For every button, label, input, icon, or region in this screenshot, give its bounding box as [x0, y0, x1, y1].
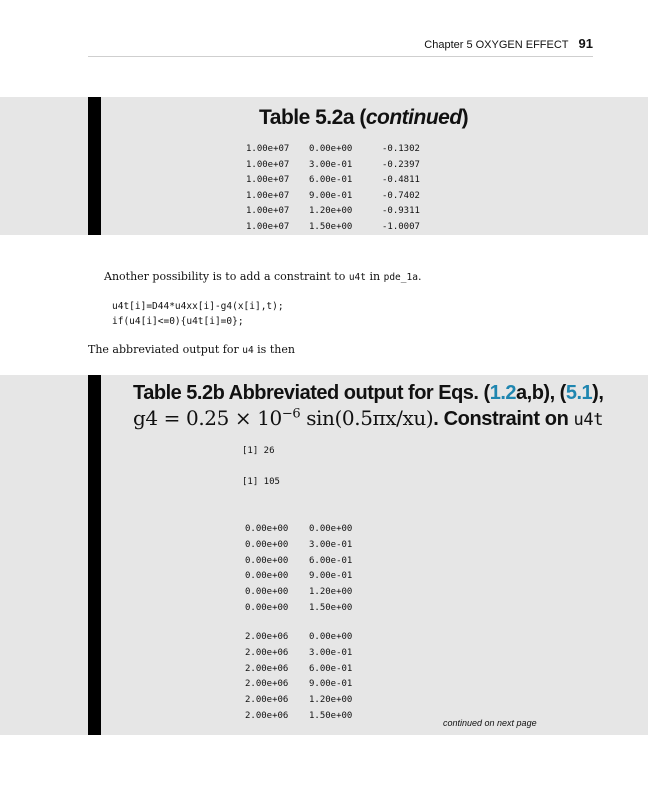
code-line: if(u4[i]<=0){u4t[i]=0};	[112, 316, 244, 327]
table-cell: 1.50e+00	[309, 603, 353, 613]
table-cell: 0.00e+00	[245, 587, 289, 598]
code-line: u4t[i]=D44*u4xx[i]-g4(x[i],t);	[112, 301, 284, 312]
page-number: 91	[578, 36, 593, 51]
table-5-2b-title-line1	[133, 382, 603, 405]
table-cell: 1.50e+00	[309, 711, 353, 721]
table-cell: 6.00e-01	[309, 555, 353, 566]
table-cell: 1.00e+07	[246, 222, 290, 232]
title-text: Table 5.2b Abbreviated output for Eqs. (	[133, 382, 490, 404]
table-cell: 1.00e+07	[246, 175, 290, 186]
table-cell: 1.50e+00	[309, 222, 353, 232]
text-span: .	[417, 270, 422, 283]
table-cell: 1.20e+00	[309, 695, 353, 706]
inline-code: u4	[242, 345, 254, 356]
table-cell: 2.00e+06	[245, 679, 289, 690]
table-cell: 3.00e-01	[309, 539, 353, 550]
math-text: g4 = 0.25 × 10	[133, 406, 282, 430]
console-output-line: [1] 26	[242, 446, 275, 456]
title-text: a,b), (	[516, 382, 566, 404]
paragraph-output-intro	[88, 343, 295, 356]
text-span: The abbreviated output for	[88, 343, 243, 356]
title-text: . Constraint on	[433, 408, 574, 430]
title-text: ),	[592, 382, 604, 404]
table-cell: -0.1302	[382, 144, 420, 154]
text-span: in	[366, 270, 384, 283]
table-cell: -0.2397	[382, 159, 420, 170]
table-cell: 1.00e+07	[246, 190, 290, 201]
continued-label: continued	[365, 106, 462, 129]
table-cell: 2.00e+06	[245, 663, 289, 674]
table-cell: 6.00e-01	[309, 175, 353, 186]
math-text: sin(0.5πx/xu)	[300, 406, 434, 430]
table-cell: 9.00e-01	[309, 190, 353, 201]
table-cell: 2.00e+06	[245, 711, 289, 721]
text-span: is then	[253, 343, 295, 356]
math-expression	[133, 406, 433, 430]
table-side-bar	[88, 375, 101, 735]
table-cell: 1.20e+00	[309, 587, 353, 598]
table-cell: 0.00e+00	[245, 524, 289, 534]
table-cell: 9.00e-01	[309, 571, 353, 582]
table-cell: 0.00e+00	[245, 555, 289, 566]
running-header	[88, 36, 593, 57]
chapter-title: Chapter 5 OXYGEN EFFECT	[424, 39, 569, 51]
continued-next-page: continued on next page	[443, 718, 537, 728]
table-label: Table 5.2a	[259, 106, 354, 129]
inline-code: u4t	[573, 410, 604, 430]
table-side-bar	[88, 97, 101, 235]
equation-link[interactable]: 1.2	[489, 382, 517, 404]
console-output-line: [1] 105	[242, 477, 280, 487]
table-cell: 0.00e+00	[309, 144, 353, 154]
paragraph-constraint	[104, 270, 421, 283]
table-cell: 0.00e+00	[245, 539, 289, 550]
table-cell: 1.20e+00	[309, 206, 353, 217]
math-exponent: −6	[281, 406, 301, 422]
table-cell: 0.00e+00	[245, 603, 289, 613]
table-cell: 2.00e+06	[245, 632, 289, 642]
table-cell: 0.00e+00	[309, 632, 353, 642]
table-5-2a-title: Table 5.2a (continued)	[259, 106, 469, 129]
table-cell: 1.00e+07	[246, 159, 290, 170]
table-cell: 3.00e-01	[309, 647, 353, 658]
table-cell: 0.00e+00	[309, 524, 353, 534]
table-cell: -0.7402	[382, 190, 420, 201]
table-cell: 0.00e+00	[245, 571, 289, 582]
equation-link[interactable]: 5.1	[565, 382, 593, 404]
table-cell: -0.9311	[382, 206, 420, 217]
table-5-2b-title-line2	[133, 406, 603, 431]
table-cell: 6.00e-01	[309, 663, 353, 674]
text-span: Another possibility is to add a constraint to	[104, 270, 349, 283]
table-cell: 1.00e+07	[246, 206, 290, 217]
table-cell: -1.0007	[382, 222, 420, 232]
table-cell: 1.00e+07	[246, 144, 290, 154]
inline-code: pde_1a	[383, 272, 418, 283]
inline-code: u4t	[348, 272, 366, 283]
table-cell: 2.00e+06	[245, 647, 289, 658]
table-cell: 9.00e-01	[309, 679, 353, 690]
table-cell: -0.4811	[382, 175, 420, 186]
table-cell: 3.00e-01	[309, 159, 353, 170]
table-cell: 2.00e+06	[245, 695, 289, 706]
